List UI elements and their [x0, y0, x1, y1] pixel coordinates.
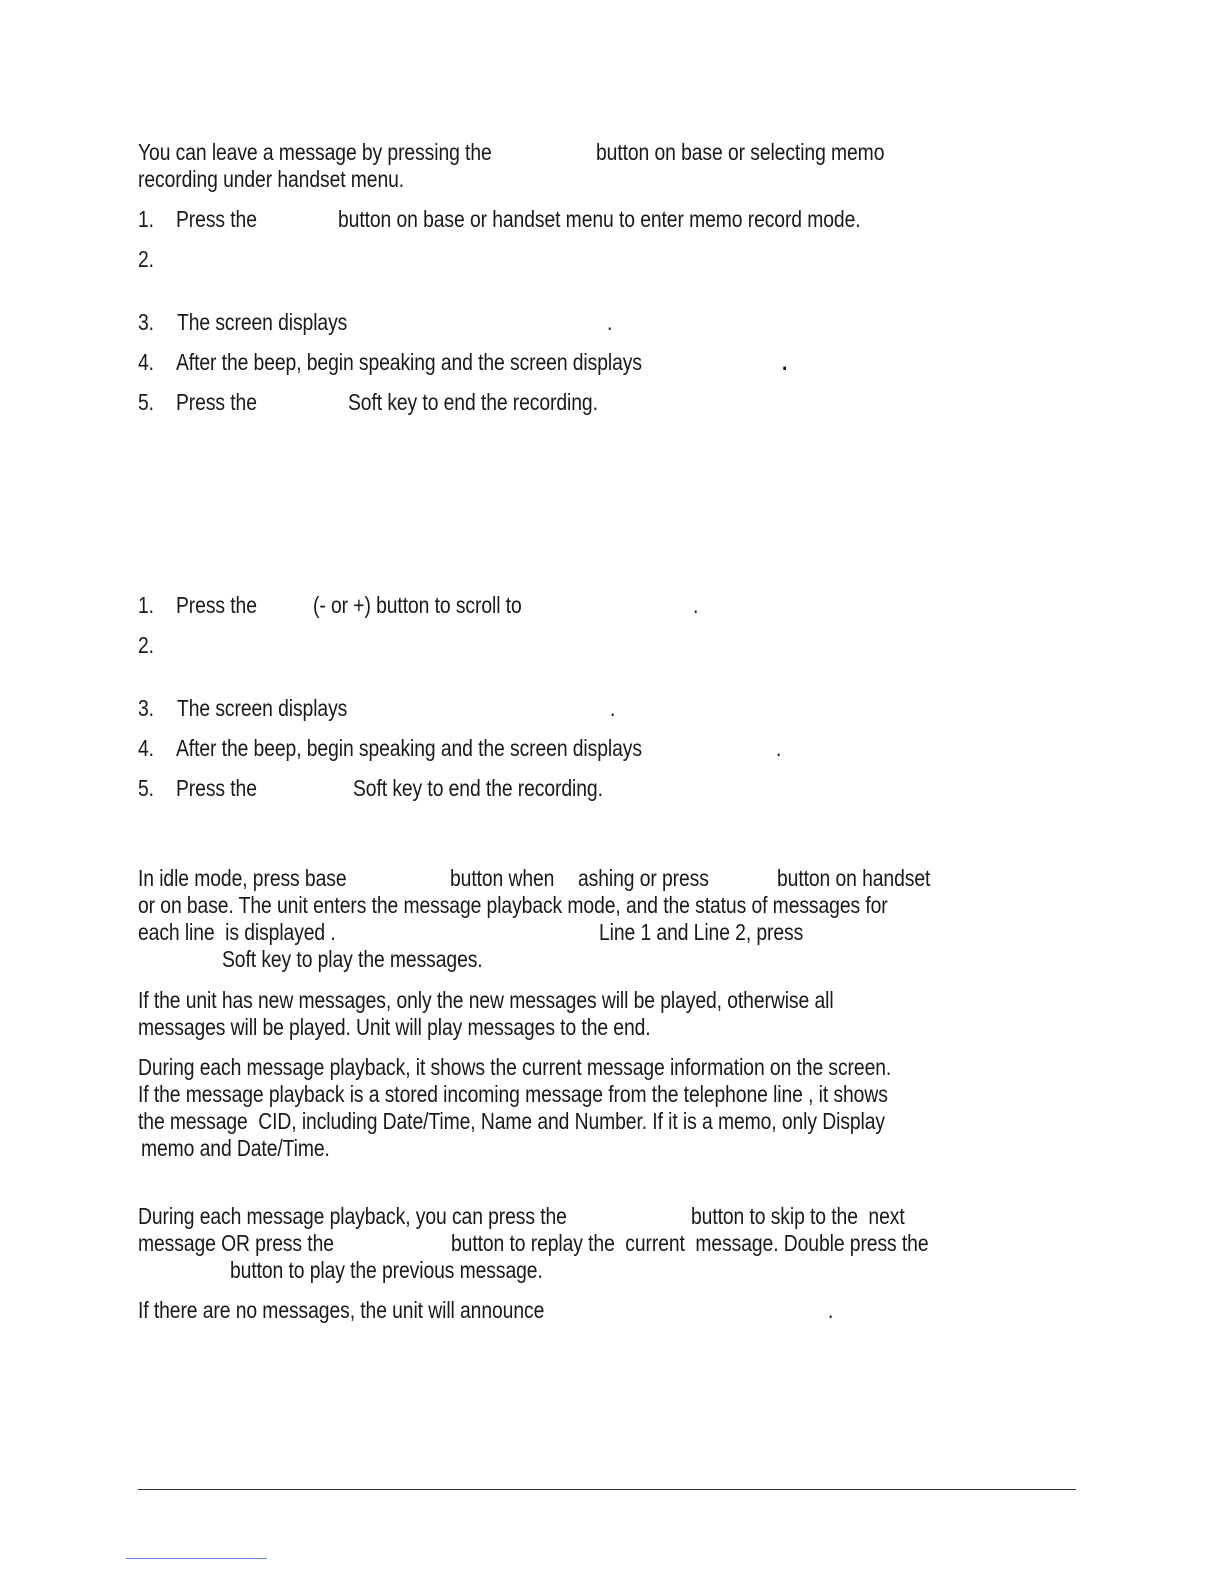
hs-step-3-b: .: [610, 695, 616, 721]
base-step-4-a: After the beep, begin speaking and the screen displays: [176, 349, 642, 375]
hs-step-3-a: The screen displays: [177, 695, 348, 721]
base-step-1-b: button on base or handset menu to enter memo record mode.: [338, 206, 861, 232]
pb-p3-l2: If the message playback is a stored incoming message from the telephone line , it shows: [138, 1081, 888, 1107]
pb-p2-l1: If the unit has new messages, only the new messages will be played, otherwise all: [138, 987, 834, 1013]
intro-line-2: recording under handset menu.: [138, 166, 405, 192]
hs-step-4-num: 4.: [138, 735, 154, 761]
pb-p4-l1-b: button to skip to the next: [691, 1203, 905, 1229]
base-step-2-num: 2.: [138, 246, 154, 272]
pb-p1-l3-b: Line 1 and Line 2, press: [599, 919, 804, 945]
intro-line-1a: You can leave a message by pressing the: [138, 139, 492, 165]
pb-p2-l2: messages will be played. Unit will play messages to the end.: [138, 1014, 651, 1040]
hs-step-5-num: 5.: [138, 775, 154, 801]
base-step-1-a: Press the: [176, 206, 257, 232]
base-step-4-b: .: [782, 349, 788, 375]
pb-p1-l1-d: button on handset: [777, 865, 931, 891]
pb-p4-l2-b: button to replay the current message. Double press the: [451, 1230, 929, 1256]
hs-step-1-c: .: [693, 592, 699, 618]
base-step-4-num: 4.: [138, 349, 154, 375]
footer-link-underline: [126, 1558, 267, 1559]
pb-p1-l3-a: each line is displayed .: [138, 919, 336, 945]
pb-p1-l1-b: button when: [450, 865, 555, 891]
hs-step-4-a: After the beep, begin speaking and the screen displays: [176, 735, 642, 761]
hs-step-1-b: (- or +) button to scroll to: [313, 592, 522, 618]
pb-p4-l3: button to play the previous message.: [230, 1257, 543, 1283]
hs-step-3-num: 3.: [138, 695, 154, 721]
base-step-3-num: 3.: [138, 309, 154, 335]
hs-step-1-num: 1.: [138, 592, 154, 618]
pb-p4-l1-a: During each message playback, you can press the: [138, 1203, 567, 1229]
pb-p5-b: .: [828, 1297, 834, 1323]
base-step-3-a: The screen displays: [177, 309, 348, 335]
pb-p1-l4: Soft key to play the messages.: [222, 946, 483, 972]
pb-p1-l1-c: ashing or press: [578, 865, 709, 891]
hs-step-2-num: 2.: [138, 632, 154, 658]
pb-p5-a: If there are no messages, the unit will announce: [138, 1297, 545, 1323]
base-step-1-num: 1.: [138, 206, 154, 232]
hs-step-4-b: .: [776, 735, 782, 761]
base-step-3-b: .: [607, 309, 613, 335]
pb-p3-l1: During each message playback, it shows the current message information on the screen.: [138, 1054, 892, 1080]
pb-p4-l2-a: message OR press the: [138, 1230, 334, 1256]
pb-p1-l2: or on base. The unit enters the message playback mode, and the status of messages for: [138, 892, 888, 918]
base-step-5-a: Press the: [176, 389, 257, 415]
pb-p3-l4: memo and Date/Time.: [141, 1135, 330, 1161]
base-step-5-num: 5.: [138, 389, 154, 415]
intro-line-1b: button on base or selecting memo: [596, 139, 885, 165]
base-step-5-b: Soft key to end the recording.: [348, 389, 598, 415]
pb-p1-l1-a: In idle mode, press base: [138, 865, 347, 891]
footer-rule: [138, 1489, 1076, 1490]
hs-step-1-a: Press the: [176, 592, 257, 618]
hs-step-5-b: Soft key to end the recording.: [353, 775, 603, 801]
hs-step-5-a: Press the: [176, 775, 257, 801]
pb-p3-l3: the message CID, including Date/Time, Name and Number. If it is a memo, only Display: [138, 1108, 886, 1134]
